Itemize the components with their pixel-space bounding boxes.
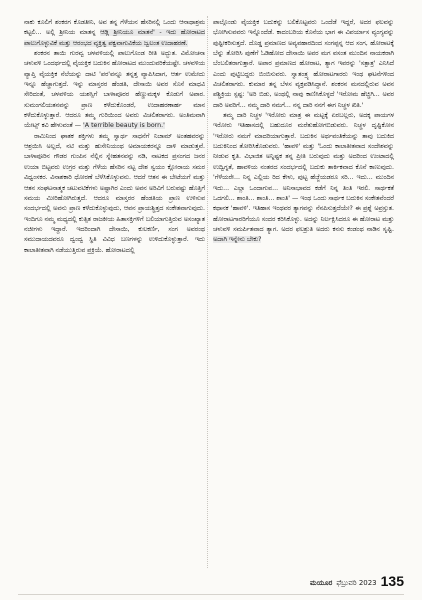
column-divider	[207, 16, 208, 568]
paragraph-text: ಶಂಕರನ ತಾಯಿ ಗುರವ್ವ ಚಳವಳಿಯಲ್ಲಿ ಪಾಲುಗೊಂಡ ರೀತಿ ಅದ್ಭುತ. ವಿಮೋಚನಾ ಚಳುವಳಿ ಒಂದರ್ಥದಲ್ಲಿ ವೈಯಕ್ತಿಕ ಬದುಕಿನ ಹೋರಾಟದ ಮುಂದುವರಿಕೆಯಷ್ಟೇ. ಚಳವಳಿಯ ವ್ಯಾಪ್ತಿ ವೈಯಕ್ತಿಕ ನೆಲೆಯನ್ನು ದಾಟಿ 'ಪರ'ವನ್ನೂ ತನ್ನತ್ತ ವ್ಯಾಪಿಸಿದಾಗ, ಆರ್ತ ಉಮೇದು ಇನ್ನೂ ಹೆಚ್ಚಾಗುತ್ತದೆ. ಇನ್ನು ಮಾಸ್ತರರ ಹೆಂಡತಿ, ದೇಸಾಯಿ ಅವರ ಸೊಸೆ ಮಾಧವಿ ಸೇರಿದಂತೆ, ಚಳವಳಿಯ ಯಶಸ್ಸಿಗೆ ಬಾಳಾಪೂರರ ಹೆಣ್ಣುಮಕ್ಕಳ ಕೊಡುಗೆ ಅಪಾರ. ಸುಮಂಗಲಿಯತನವನ್ನು ಪ್ರಾಣ ಕಳೆದುಕೊಂಡರೆ, ಉದಾಹರಣಾರ್ಹ ಮಾನ ಕಳೆದುಕೊಳ್ಳುತ್ತಾರೆ. ಆದರೂ ತಮ್ಮ ಗುರಿಯಿಂದ ಅವರು ವಿಚಲಿತರಾಗರು. ಅಂತಿಮವಾಗಿ ಯೇಟ್ಸ್ ಕವಿ ಹೇಳುವಂತೆ —	[24, 50, 205, 130]
paragraph	[24, 18, 205, 49]
paragraph	[24, 132, 205, 256]
highlighted-text: ಆಡ್ಲಿ ಶ್ರೀನಿಯೂ ಮಾತನೆ' - ಇದು ಹೋರಾಟದ ಪಾಲುಗೊಳ್ಳುವಿಕೆ ಮತ್ತು ಆರಂಭದ ವ್ಯಕ್ತಿತ್ವ ಪಕ್ವವಾಗುವಿಕೆಯ ಜ್ವಲಂತ ಉದಾಹರಣೆ.	[24, 29, 205, 47]
highlighted-quote: 'A terrible beauty is born.'	[83, 122, 165, 130]
footer-rule	[18, 594, 404, 595]
paragraph-text: ರಾಮಿನಿಂದ ಘಾತಕ ಶಕ್ತಿಗಳು ತಮ್ಮ ಸ್ವಾರ್ಥ ಸಾಧನೆಗೆ ನಿಜಾಮ್ ಅಂತಹವರನ್ನು ಆಶ್ರಯಿಸಿ ಅಲ್ಲದೆ, ನಟಿ ಮತ್ತು ಹುಸೇನಿಯಂಥ ಅಮಾಯಕರನ್ನೂ ದಾಳಿ ಮಾಡುತ್ತವೆ. ಬಾಳಾಪೂರಿನ ಗೌಡರ ಗುಂಪಿನ ನೆಲ್ಲಿನ ಸ್ನೇಹತನವನ್ನು ನಡಿ, ನಾಟಕದ ಪ್ರಸಂಗದ ಜನರ ಉಯಾ ಬಿಟ್ಟವರು ಉಗ್ರರ ಮತ್ತು ಗೆಳೆಯ ಹೆಸರಿನ ನಟ್ಟ ದೇಶ ಸ್ವಯಂ ಕ್ಲೋರಾಯ ಸಮರ ವಿಧ್ವಂಸಕರ. ವಿನಾಶಕಾರಿ ಧೋರಣೆ ಬೆಳೆಸಿಕೊಳ್ಳುವನು. ಆದರೆ ಆತನ ಈ ಬೇಟೆಯಗೆ ಮತ್ತು ಆತನ ಸಂಘಟನಾತ್ಮಕ ಚಟುವಟಿಕೆಗಳು ಅಷ್ಟಾಗಿರ ಎಂದು ಅವನ ಅರಿವಿಗೆ ಬರುವಷ್ಟು ಹೊತ್ತಿಗೆ ಸಮಯ ಮೀರಿಹೋಗಿರುತ್ತದೆ. ಆದರೂ ಮಾಸ್ತರರ ಹೆಂಡತಿಯ ಪ್ರಾಣ ಉಳಿಸುವ ಸಂದರ್ಭದಲ್ಲಿ ಅವನು ಪ್ರಾಣ ಕಳೆದುಕೊಳ್ಳುವುದು, ಆವನ ಪ್ರಾಯಶ್ಚಿತ್ತದ ಸಂಕೇತವಾಗುವುದು. ಇಂದಿಗೂ ನಮ್ಮ ಮಧ್ಯದಲ್ಲಿ ಕುತ್ಸಿತ ರಾಜಕೀಯ ಹಿತಾಸಕ್ತಿಗಳಿಗೆ ಬಲಿಯಾಗುತ್ತಿರುವ ಅಸಂಖ್ಯಾತ ನಜೀಗಳು ಇದ್ದಾರೆ. ಇದರಿಂದಾಗಿ ದೇಸಾಯಿ, ಕುಲಕರ್ಣಿ, ಸಂಗ ಅವರಂಥ ಸಮುದಾಯದವರೂ ದ್ವಂದ್ವ ಸ್ಥಿತಿ ವಿವಿಧ ಬಣಗಳನ್ನು ಉಳಿದುಕೊಳ್ಳುತ್ತಾರೆ. ಇದು ಕಾಲಾತೀತವಾಗಿ ನಡೆಯುತ್ತಿರುವ ಪ್ರಕ್ರಿಯೆ. ಹೋರಾಟದಲ್ಲಿ	[24, 132, 205, 254]
paragraph	[24, 49, 205, 132]
paragraph	[213, 111, 394, 245]
page-footer	[310, 570, 404, 588]
paragraph-text: ಪಾಲ್ಗೊಂಡು ವೈಯಕ್ತಿಕ ಬದುಕನ್ನು ಬಲಿಕೊಟ್ಟವರು ಒಂದೆಡೆ ಇದ್ದರೆ, ಅದರ ಫಲವನ್ನು ಭೋಗಿಸುವವರು ಇನ್ನೊಂದೆಡೆ. ಕಾದಂಬರಿಯ ಕೊನೆಯ ಭಾಗ ಈ ವಿಪರ್ಯಾಸ ವ್ಯಂಗ್ಯವನ್ನು ಪುಷ್ಟೀಕರಿಸುತ್ತದೆ. ದೊಡ್ಡ ಪ್ರಮಾಣದ ಅವ್ಯವಹಾರದಿಂದ ಸಂಗಪ್ಪನ್ನ ಆದ ಸಂಗ, ಹೋರಾಟಕ್ಕೆ ಬೆನ್ನು ತೋರಿಸಿ ಪುಣೆಗೆ ಓಡಿಹೋದ ದೇಸಾಯಿ ಅವರ ಮಗ ವಸಂತ ಮುಂದಿನ ನಾಯಕರಾಗಿ ಬೆಂಬಲಿತರಾಗುತ್ತಾರೆ. ಅಪಾರ ಪ್ರಮಾಣದ ಹೋರಾಟ, ತ್ಯಾಗ ಇವರನ್ನು 'ಸತ್ಪಾತ್ರ' ಎನಿಸಿದೆ ಎಂದು ಪುಟ್ಟಿಬದ್ದರು ಬಿಂಬಿಸುವರು. ಸ್ವಾತಂತ್ರ್ಯ ಹೋರಾಟಗಾರರು ಇಂಥ ಘಟನೆಗಳಿಂದ ವಿಚಲಿತರಾಗರು. ಕುಮಾರ ತನ್ನ ಬೆಳಸ ವ್ಯಕ್ತಪಡಿಸಿದ್ದಾನೆ. ಶಂಕರನ ಮನದಲ್ಲಿರುವ ಅವನ ಪಶ್ಚಿಕ್ರಿಯ ಸ್ಪಷ್ಟ: 'ಅರಿ ಬಿಡು, ಅಂಥಲ್ಲಿ ನಾವು ಕಾಣಿಸಿಕೊಳ್ಳದೆ 'ಇರೋಮ ಹೆಚ್ಚಿಗಿ... ಅವರ ದಾರಿ ಅವರಿಗೆ... ನಮ್ಮ ದಾರಿ ನಮಗೆ... ನನ್ನ ದಾರಿ ನನಗೆ ಈಗ ನಿಚ್ಚಳ ಖಿತಿ.'	[213, 19, 394, 109]
magazine-name: ಮಯೂರ	[310, 579, 333, 587]
paragraph-text: ತಮ್ಮ ದಾರಿ ನಿಚ್ಚಳ 'ಇರೋರು ಮಾತ್ರ ಈ ಮಟ್ಟಕ್ಕೆ ಏರಬಲ್ಲರು, ಅದಕ್ಕ ಪಾಯಗಳ ಇರೋರು ಇತಿಹಾಸದಲ್ಲಿ ಬಹುದೂರ ಮರೆತುಹೋಗಬಿಡುವರು. ನಿಚ್ಚಳ ದೃಷ್ಟಿಕೋನ 'ಇರೋರು ನಮಗೆ ಮಾದರಿಯಾಗುತ್ತಾರೆ. ಬದುಕಿನ ಅರ್ಥವಂತಿಕೆಯನ್ನು ತಾವು ಬದುಕಿದ ಬದುಕಿನಿಂದ ತೋರಿಸಿಕೊಡುವರು. 'ಹಾವಳಿ' ಮತ್ತು 'ಓಂದು ಕಾಲಾತೀತವಾದ ಸಂದೇಶವನ್ನು ನೀಡುವ ಕೃತಿ. ವಿಭಾಜಿತ ಅನ್ನಿಷ್ಟಕ ತನ್ನ ಪ್ರೀತಿ ಬರುವುದು ಮತ್ತು ಅದರಿಂದ ಉಂಟಾದಲ್ಲಿ ಉದ್ವಿಗ್ನತೆ, ಹಾವಳಿಯ ನಂತರದ ಸಂದರ್ಭದಲ್ಲಿ ಬದುಕು ತಾರ್ಕಿಕವಾದ ಕೊನೆ ಕಾಣುವುದು. 'ಗೆಳೆಯರೇ... ನಿನ್ನ ಎಲ್ಲಿಯ ರಿದ ಕೇಳು, ಪುಟ್ಟ ಹೆಜ್ಜೆಯಡರೂ ಸರಿ... ಇದು... ಮುಂದಿನ ಇದು... ಎಲ್ಲಾ ಒಂದಾಗುವ... ಅನಿಸಾಭಾವದ ಕಡೆಗೆ ನಿನ್ನ ತಿಂತಿ ಇರಲಿ. ಸಾರ್ಥಕತೆ ಒದಗಲಿ... ಶಾಂತಿ... ಶಾಂತಿ... ಶಾಂತಿ' — ಇಂಥ ಒಂದು ಸಾರ್ಥಕ ಬದುಕಿನ ಸಂಕೇತವೆಂದರೆ ಕಥಾನಕ 'ಹಾವಳಿ'. ಇತಿಹಾಸ ಇಂಥವರ ತ್ಯಾಗವನ್ನು ನೆನಪಿಸುತ್ತದೆಯೇ? ಈ ಪ್ರಶ್ನೆ ಅಪ್ರಸ್ತುತ. ಹೋರಾಟಗಾರರಿಗೆಯೂ ಸಂದರ ಕರಿಸಿಕೊಳ್ಳು. ಅದನ್ನು ನಿರ್ಲಕ್ಷಿಸಿದರೂ ಈ ಹೋರಾಟ ಮತ್ತು ಚಳುವಳಿ ಸಮರ್ಪಿತವಾದ ತ್ಯಾಗ. ಅದರ ಫಲಶ್ರುತಿ ಅದರು ಕನಸು ಕಂಡಂಥ ನಾಡಿನ ಸೃಷ್ಟಿ.	[213, 112, 394, 233]
page-number: 135	[380, 573, 404, 589]
issue-date: ಫೆಬ್ರುವರಿ 2023	[336, 579, 377, 587]
article-column-left	[24, 18, 205, 256]
highlighted-text: ಅದಾಗಿ ಇನ್ನೇನು ಬೇಕು?	[213, 236, 262, 244]
paragraph-text: ನಾಕು ಕೂಲಿಗೆ ಶಂಕರಗ ಕೊಡತೀನಿ, ಅವ ತನ್ನ ಗೆಳೆಯನ ಹೆಸರಿನಲ್ಲಿ ಒಂದು ಆನಾಥಾಶ್ರಮ ಕಟ್ಟಲಿ... ಅಲ್ಲಿ ಶ್ರೀನಿಯ ಮಾತನ್ನ	[24, 19, 205, 37]
paragraph	[213, 18, 394, 111]
article-column-right	[213, 18, 394, 246]
